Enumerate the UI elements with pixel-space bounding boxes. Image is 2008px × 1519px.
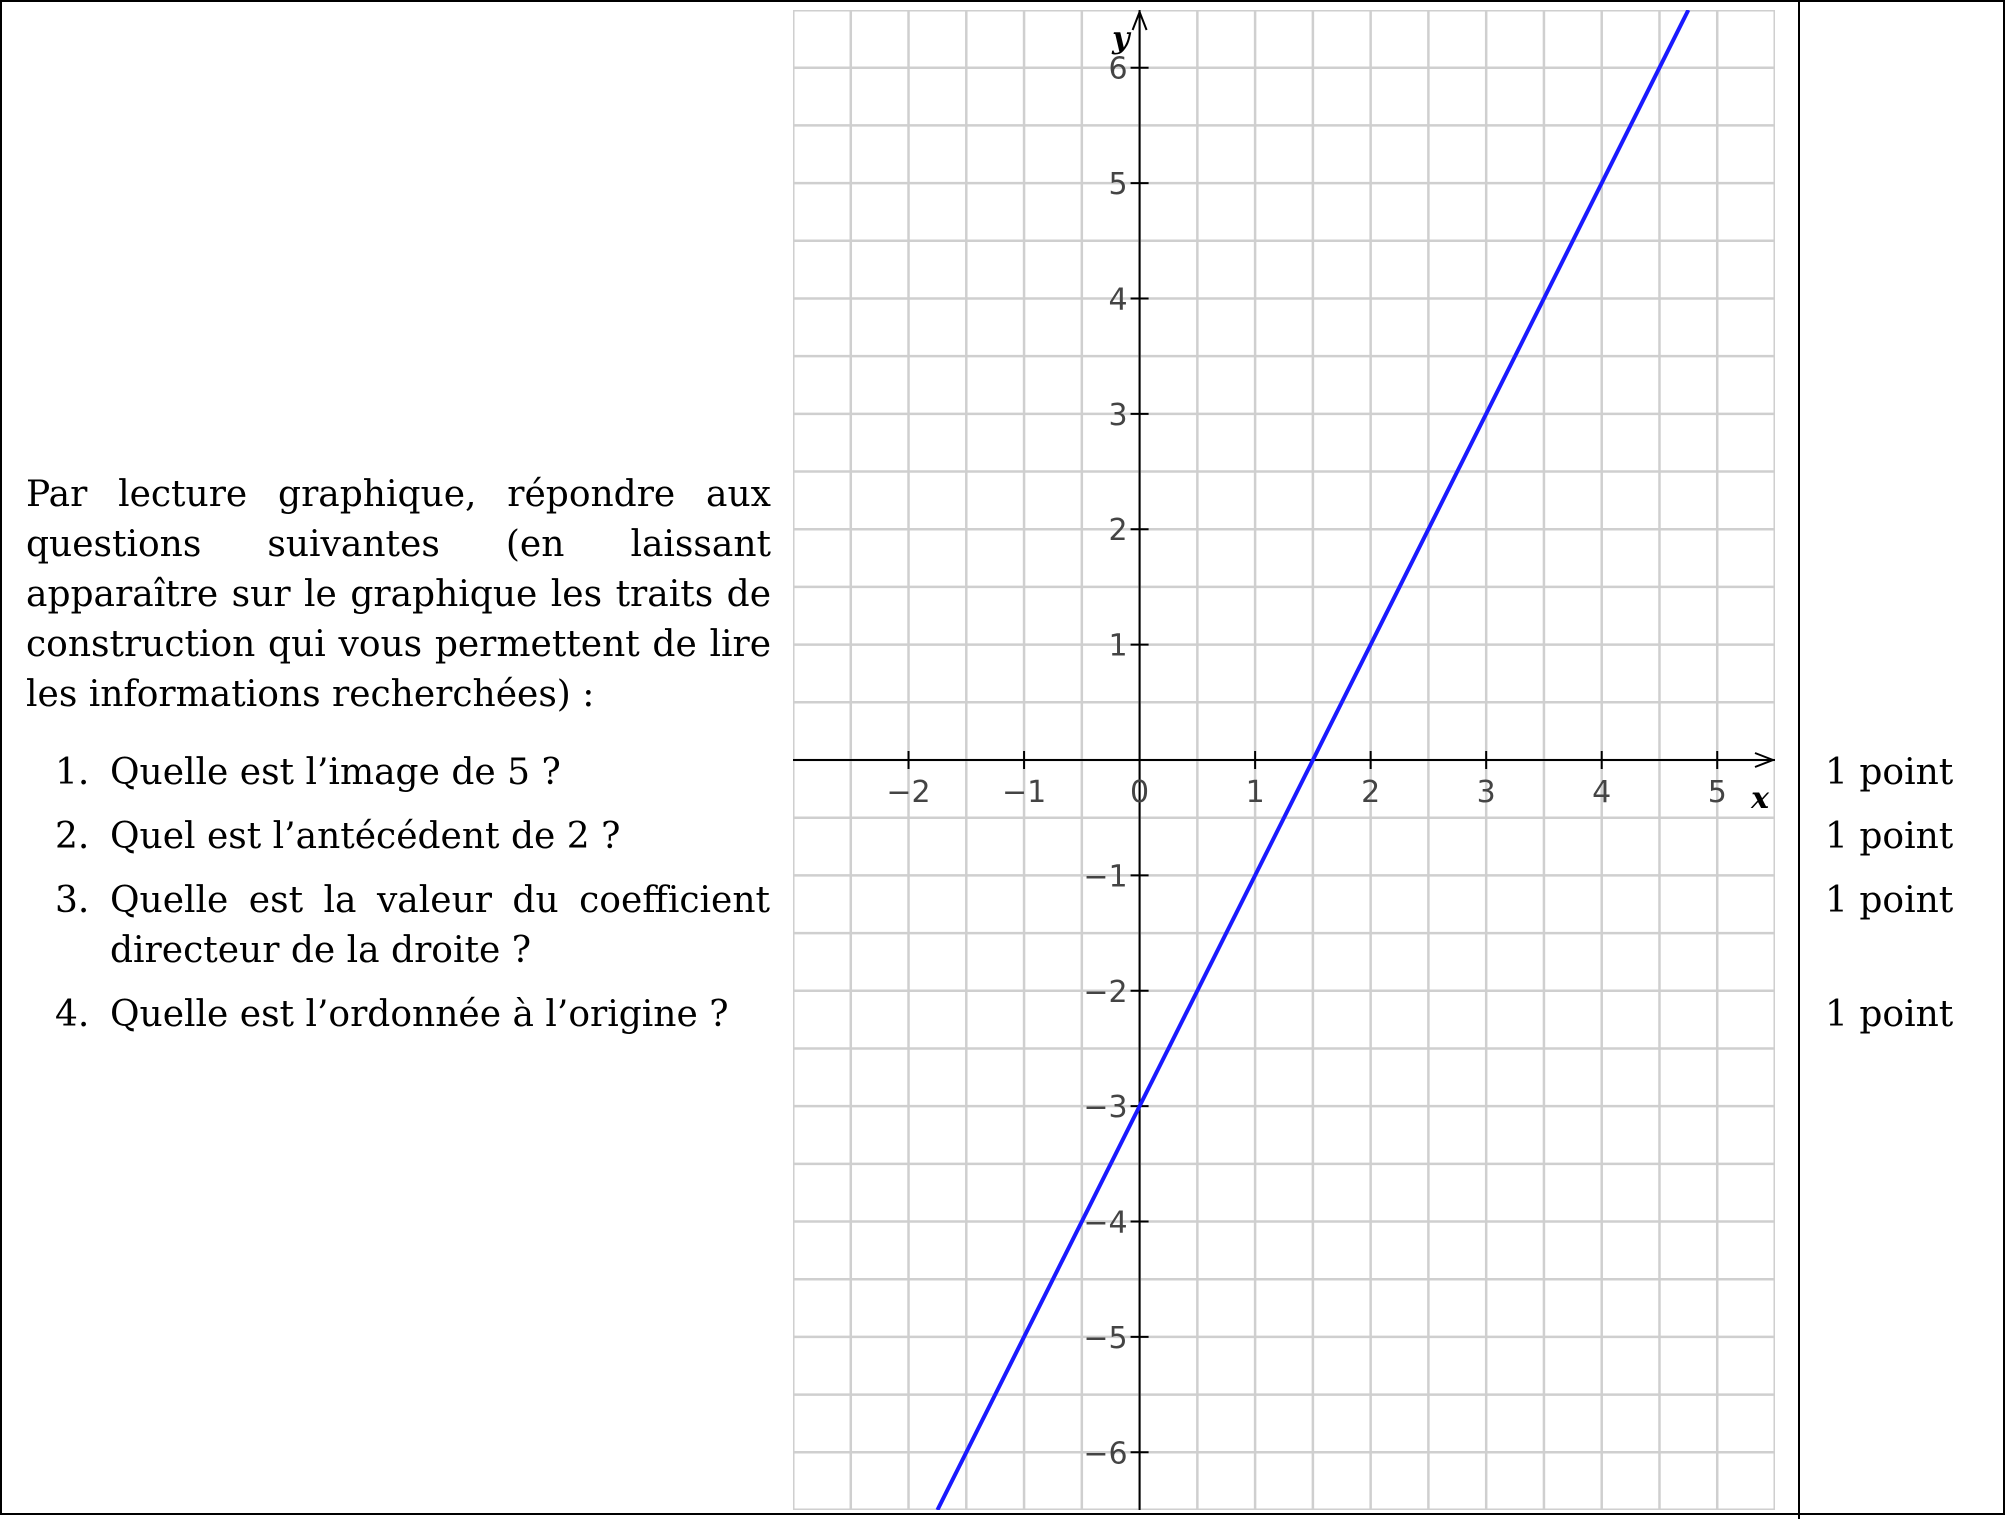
question-3 xyxy=(55,876,770,976)
question-4 xyxy=(55,990,729,1040)
y-tick-label: 5 xyxy=(1108,167,1128,203)
y-tick-label: 3 xyxy=(1108,397,1128,433)
y-tick-label: 2 xyxy=(1108,513,1128,549)
y-tick-label: −2 xyxy=(1083,974,1128,1010)
y-tick-label: −1 xyxy=(1083,859,1128,895)
x-axis-label: x xyxy=(1751,781,1769,816)
x-tick-label: 5 xyxy=(1707,775,1727,810)
x-tick-label: 0 xyxy=(1130,775,1150,810)
x-tick-label: 3 xyxy=(1476,775,1496,810)
question-number: 3. xyxy=(55,880,90,921)
x-tick-label: 1 xyxy=(1245,775,1265,810)
function-graph xyxy=(793,10,1775,1510)
y-tick-label: −3 xyxy=(1083,1090,1128,1126)
y-tick-label: 6 xyxy=(1108,51,1128,87)
x-tick-label: 2 xyxy=(1361,775,1381,810)
question-text: Quelle est l’image de 5 ? xyxy=(110,752,561,793)
points-2: 1 point xyxy=(1825,816,1954,857)
y-tick-label: −6 xyxy=(1083,1436,1128,1472)
question-text: Quelle est l’ordonnée à l’origine ? xyxy=(110,994,729,1035)
points-3: 1 point xyxy=(1825,880,1954,921)
points-4: 1 point xyxy=(1825,994,1954,1035)
y-axis-label: y xyxy=(1112,21,1130,56)
question-number: 4. xyxy=(55,994,90,1035)
question-text: Quelle est la valeur du coefficient directeur de la droite ? xyxy=(110,880,770,971)
intro-paragraph: Par lecture graphique, répondre aux questions suivantes (en laissant apparaître sur le graphique les traits de construction qui vous permettent de lire les informations recherchées) : xyxy=(26,474,771,715)
y-tick-label: −5 xyxy=(1083,1320,1128,1356)
points-column-divider xyxy=(1798,0,1800,1519)
x-tick-label: 4 xyxy=(1592,775,1612,810)
x-tick-label: −1 xyxy=(1001,775,1047,810)
question-1 xyxy=(55,748,561,798)
question-number: 2. xyxy=(55,816,90,857)
y-tick-label: 1 xyxy=(1108,628,1128,664)
points-1: 1 point xyxy=(1825,752,1954,793)
question-number: 1. xyxy=(55,752,90,793)
question-text: Quel est l’antécédent de 2 ? xyxy=(110,816,621,857)
question-2 xyxy=(55,812,620,862)
x-tick-label: −2 xyxy=(886,775,931,810)
y-tick-label: −4 xyxy=(1083,1205,1128,1241)
y-tick-label: 4 xyxy=(1108,282,1128,318)
